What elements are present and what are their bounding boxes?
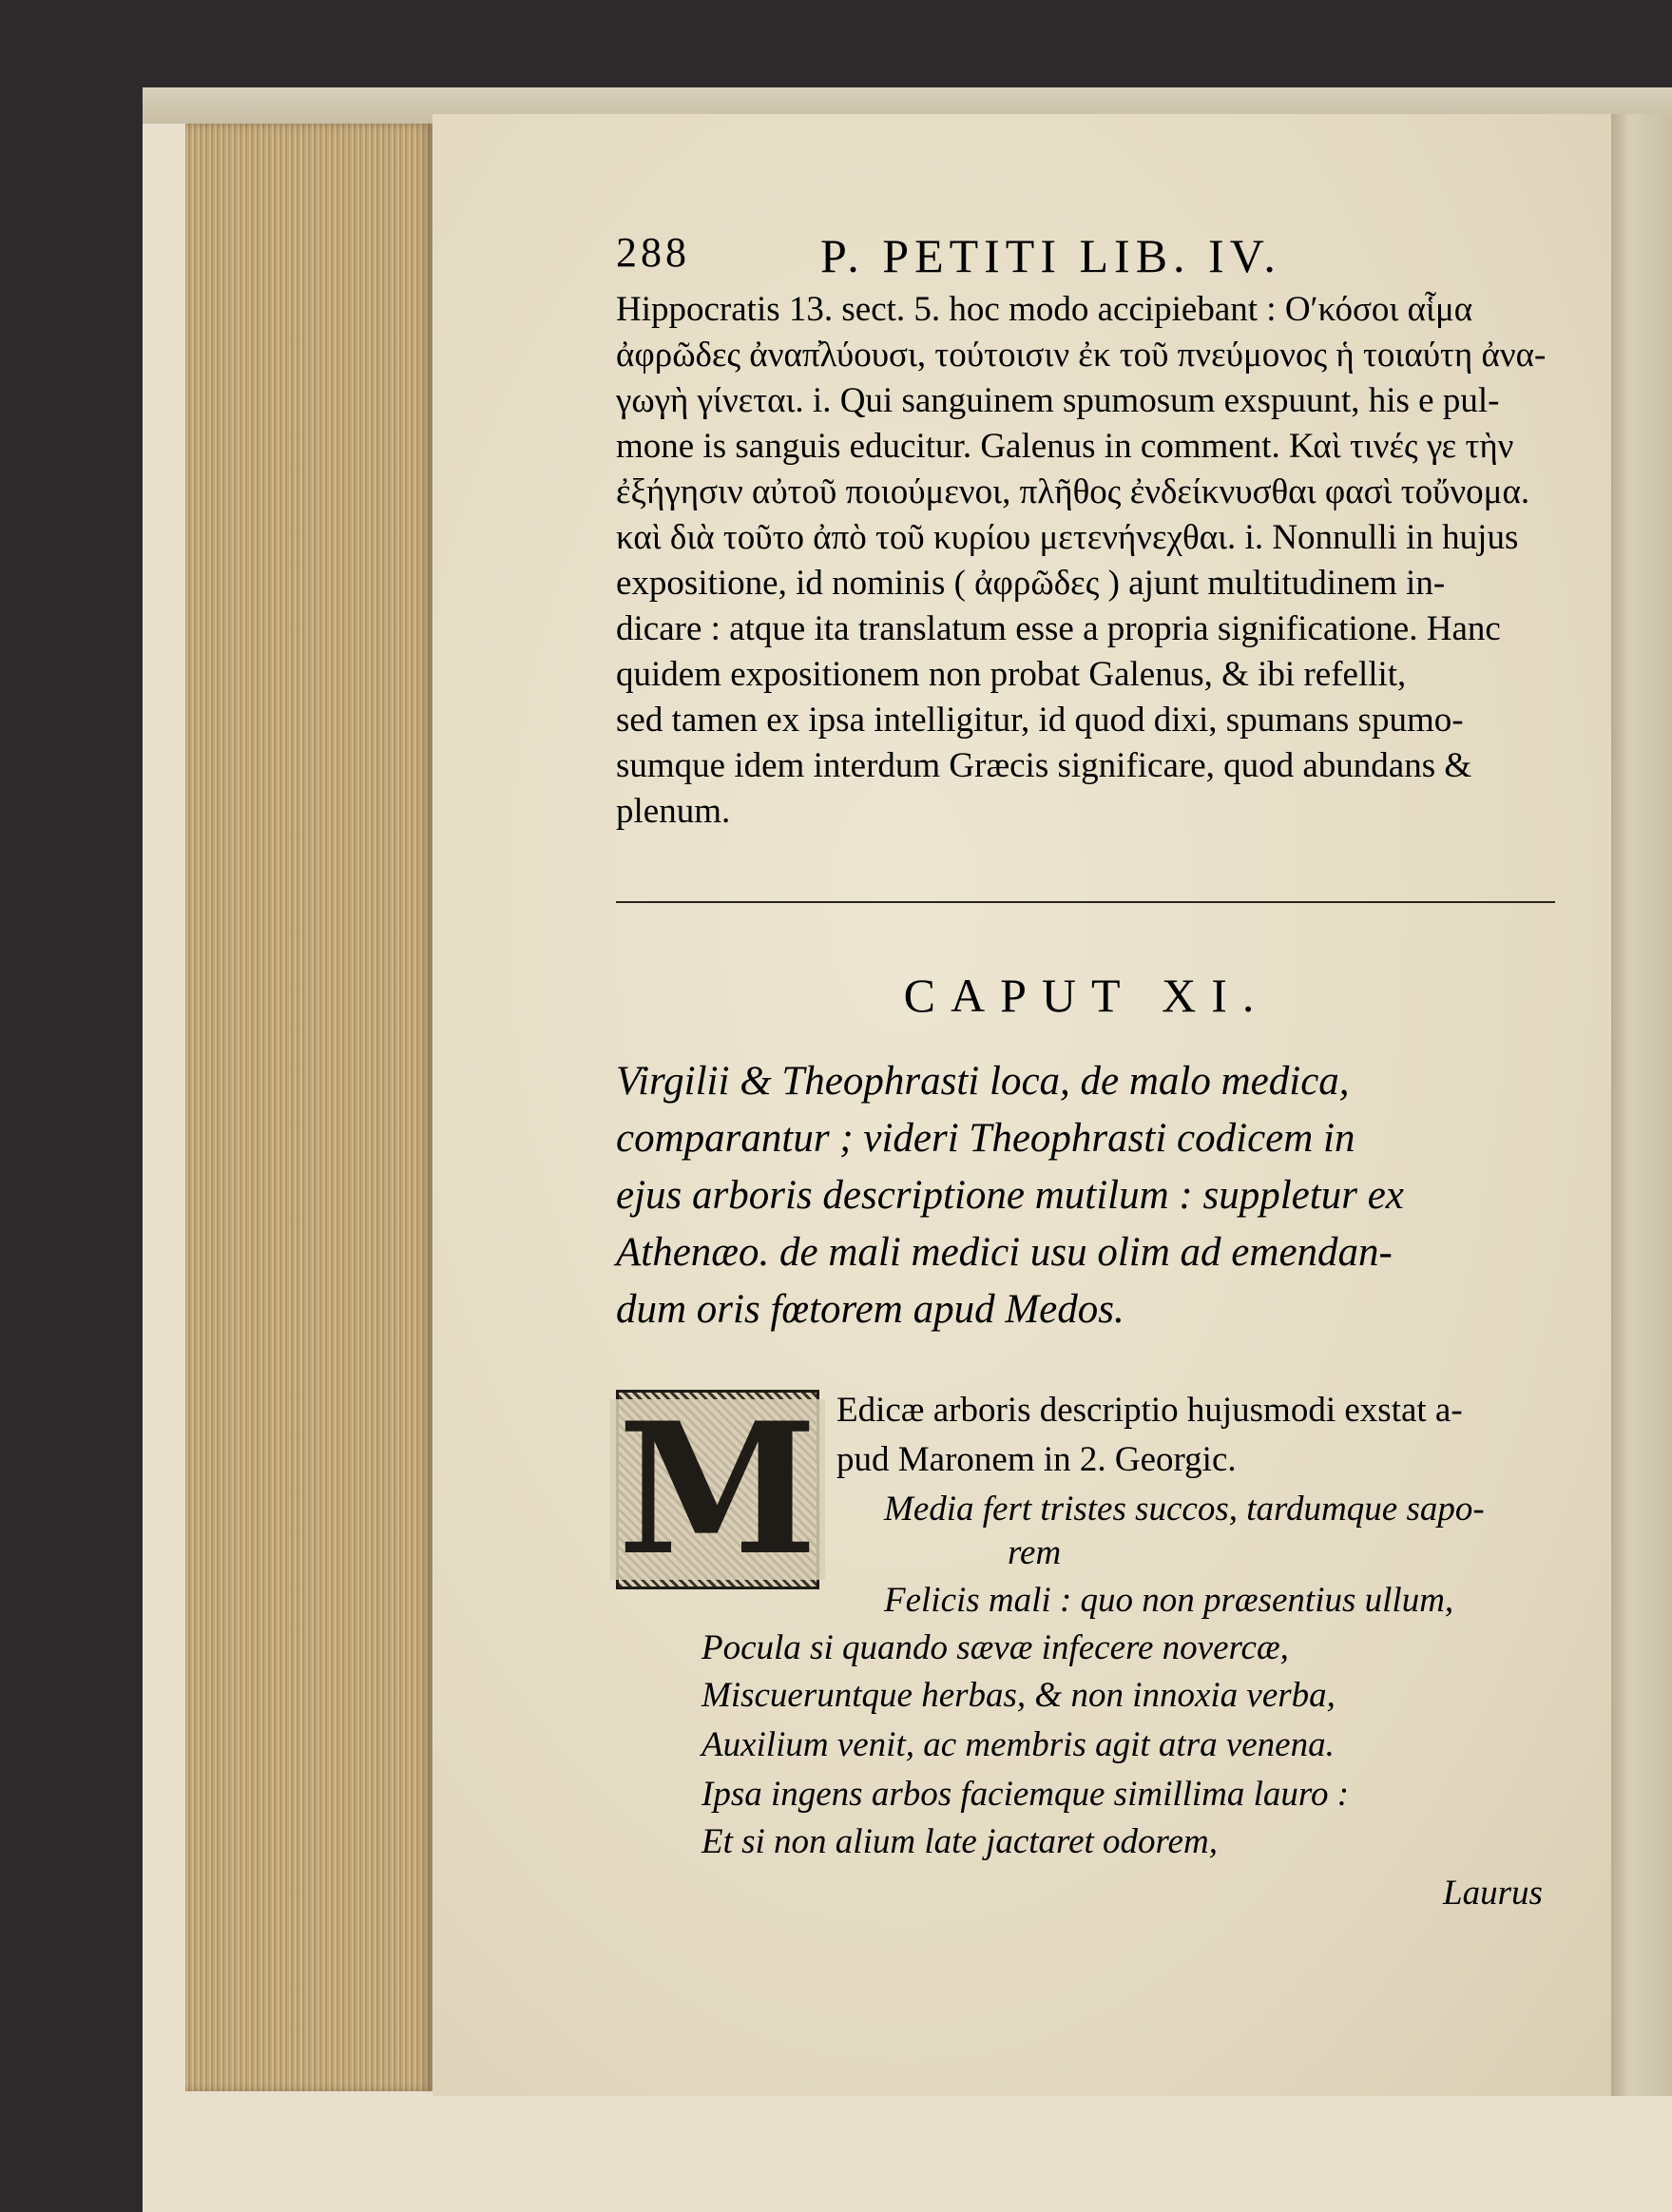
opening-line: Edicæ arboris descriptio hujusmodi exstat a- [836, 1391, 1463, 1430]
text-line: dicare : atque ita translatum esse a propria significatione. Hanc [616, 609, 1501, 648]
verse-line: Pocula si quando sævæ infecere novercæ, [701, 1628, 1289, 1667]
summary-line: ejus arboris descriptione mutilum : suppletur ex [616, 1173, 1404, 1218]
page-edges [185, 124, 432, 2091]
text-line: ἀφρῶδες ἀναπ̓λύουσι, τούτοισιν ἐκ τοῦ πνεύμονος ἡ τοιαύτη ἀνα- [616, 336, 1547, 375]
verse-line: rem [1008, 1533, 1062, 1572]
chapter-title: CAPUT XI. [903, 969, 1270, 1022]
opening-line: pud Maronem in 2. Georgic. [836, 1440, 1237, 1479]
text-line: γωγὴ γίνεται. i. Qui sanguinem spumosum exspuunt, his e pul- [616, 381, 1500, 420]
body-text [616, 287, 1557, 835]
initial-letter: M [610, 1399, 825, 1580]
catchword: Laurus [1443, 1874, 1543, 1913]
summary-line: Athenæo. de mali medici usu olim ad emendan- [616, 1230, 1393, 1275]
text-line: ἐξήγησιν αὐτοῦ ποιούμενοι, πλῆθος ἐνδείκνυσθαι φασὶ τοὔνομα. [616, 472, 1530, 511]
decorated-initial [616, 1383, 819, 1595]
verse-line: Et si non alium late jactaret odorem, [701, 1822, 1218, 1861]
text-line: plenum. [616, 792, 731, 831]
text-line: καὶ διὰ τοῦτο ἀπὸ τοῦ κυρίου μετενήνεχθαι. i. Nonnulli in hujus [616, 518, 1519, 557]
running-head [616, 228, 1547, 285]
verse-line: Miscueruntque herbas, & non innoxia verba, [701, 1676, 1336, 1715]
text-line: sed tamen ex ipsa intelligitur, id quod dixi, spumans spumo- [616, 701, 1464, 740]
verse-line: Ipsa ingens arbos faciemque simillima lauro : [701, 1775, 1350, 1814]
text-line: sumque idem interdum Græcis significare, quod abundans & [616, 746, 1472, 785]
text-line: quidem expositionem non probat Galenus, & ibi refellit, [616, 655, 1407, 694]
section-divider [616, 901, 1555, 903]
verse-line: Felicis mali : quo non præsentius ullum, [884, 1581, 1454, 1620]
page-number: 288 [616, 229, 690, 276]
running-head-title: P. PETITI LIB. IV. [820, 229, 1281, 282]
text-line: expositione, id nominis ( ἀφρῶδες ) ajunt multitudinem in- [616, 564, 1446, 603]
summary-line: comparantur ; videri Theophrasti codicem in [616, 1116, 1355, 1161]
page-gutter [1611, 114, 1672, 2096]
verse-line: Media fert tristes succos, tardumque sapo- [884, 1490, 1485, 1529]
text-line: Hippocratis 13. sect. 5. hoc modo accipiebant : Oʹκόσοι αἷμα [616, 290, 1473, 329]
verse-line: Auxilium venit, ac membris agit atra venena. [701, 1725, 1335, 1764]
text-line: mone is sanguis educitur. Galenus in comment. Καὶ τινές γε τὴν [616, 427, 1514, 466]
chapter-summary [616, 1053, 1557, 1338]
summary-line: dum oris fœtorem apud Medos. [616, 1287, 1124, 1332]
summary-line: Virgilii & Theophrasti loca, de malo medica, [616, 1059, 1350, 1104]
